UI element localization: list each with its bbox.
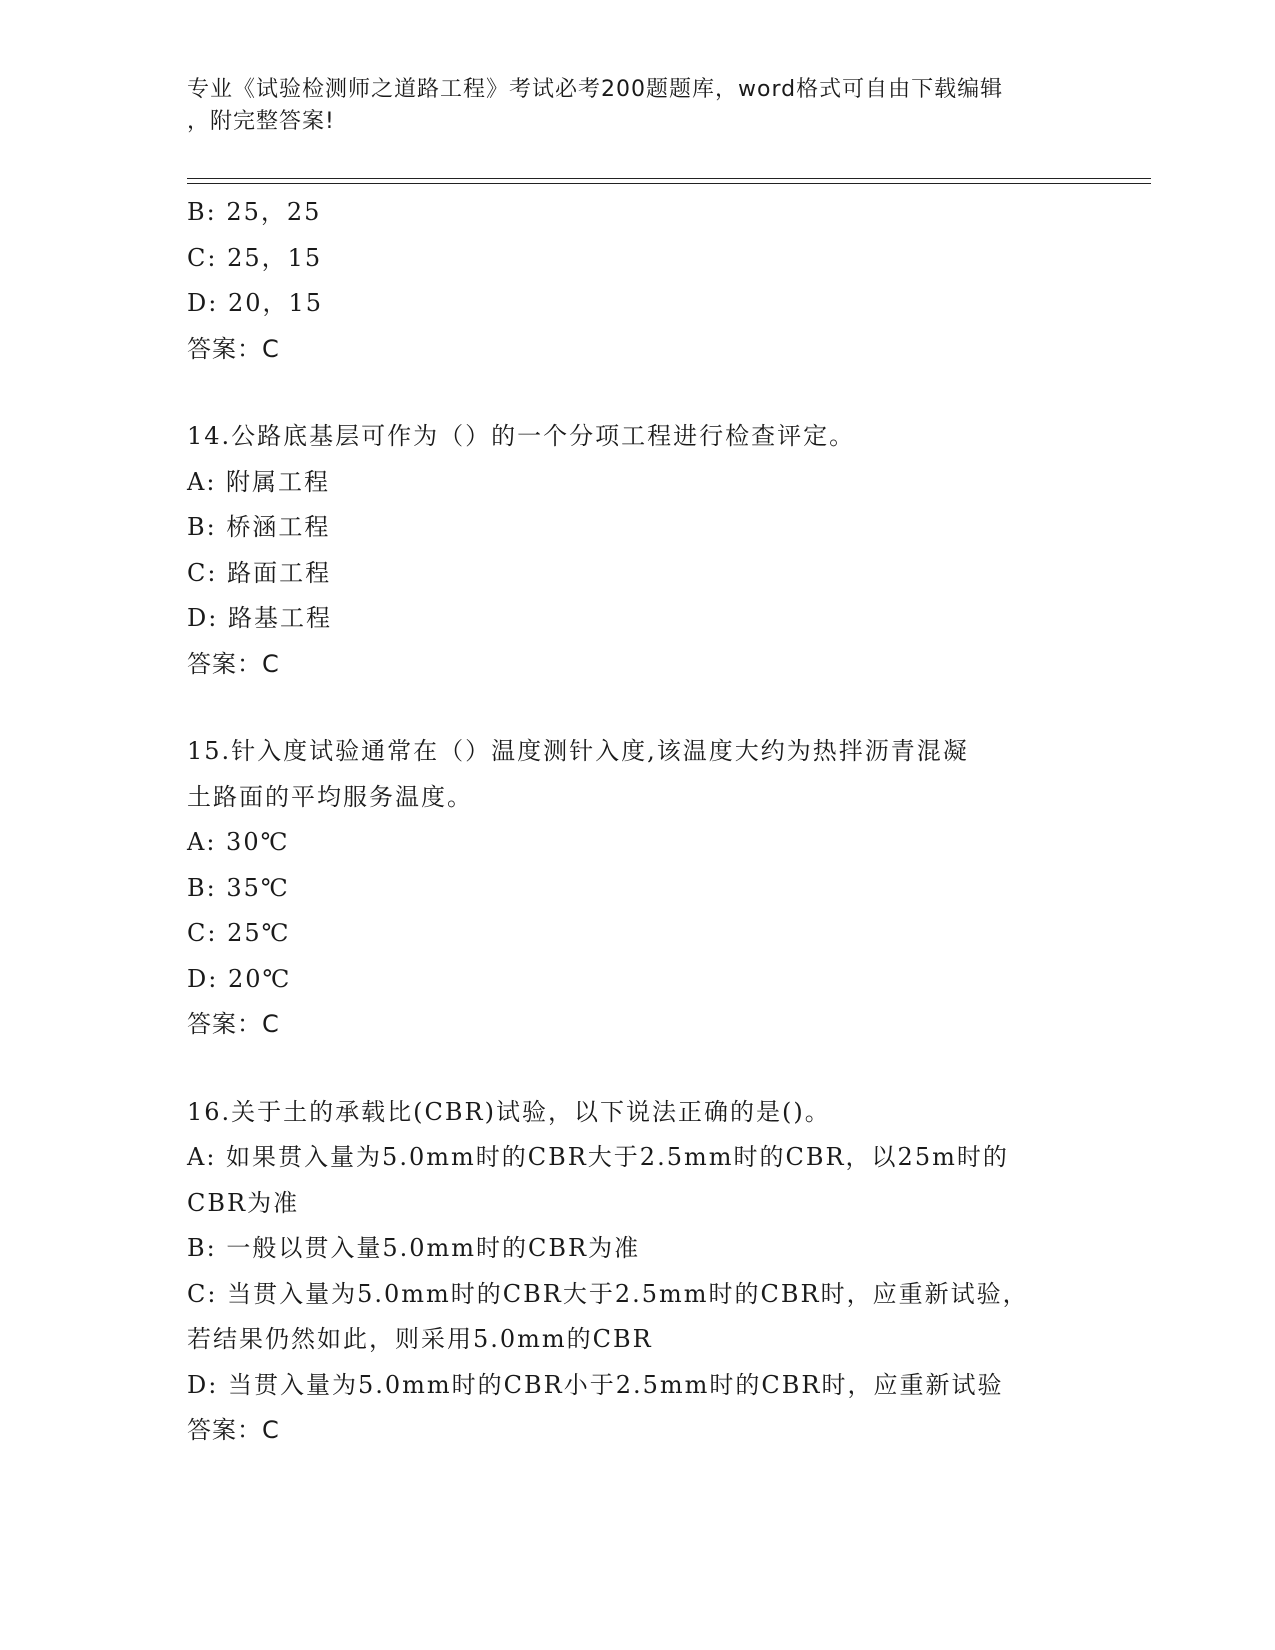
option-d: D: 当贯入量为5.0mm时的CBR小于2.5mm时的CBR时，应重新试验 <box>187 1370 1004 1399</box>
question-text-line2: 土路面的平均服务温度。 <box>187 782 473 811</box>
option-b: B: 桥涵工程 <box>187 513 331 541</box>
header-title-line2: ，附完整答案! <box>187 109 335 134</box>
option-c: C: 路面工程 <box>187 558 332 587</box>
option-b: B: 一般以贯入量5.0mm时的CBR为准 <box>187 1234 641 1262</box>
question-text: 14.公路底基层可作为（）的一个分项工程进行检查评定。 <box>187 422 856 450</box>
question-text: 16.关于土的承载比(CBR)试验，以下说法正确的是()。 <box>187 1097 831 1126</box>
option-a: A: 附属工程 <box>187 467 331 496</box>
question-list <box>187 190 1087 1454</box>
option-b: B: 25，25 <box>187 198 322 226</box>
option-b: B: 35℃ <box>187 873 290 902</box>
question-16 <box>187 1090 1087 1454</box>
answer: 答案：C <box>187 1010 280 1038</box>
question-13-tail <box>187 190 1087 372</box>
question-text-line1: 15.针入度试验通常在（）温度测针入度,该温度大约为热拌沥青混凝 <box>187 737 969 765</box>
question-14 <box>187 414 1087 687</box>
option-a-line1: A: 如果贯入量为5.0mm时的CBR大于2.5mm时的CBR，以25m时的 <box>187 1143 1009 1171</box>
header-rule-top <box>187 178 1151 179</box>
option-a-line2: CBR为准 <box>187 1188 300 1217</box>
option-c: C: 25，15 <box>187 243 323 272</box>
option-a: A: 30℃ <box>187 828 290 856</box>
option-c: C: 25℃ <box>187 919 291 947</box>
answer: 答案：C <box>187 334 280 363</box>
page-header <box>187 74 1067 138</box>
option-c-line2: 若结果仍然如此，则采用5.0mm的CBR <box>187 1325 653 1353</box>
option-d: D: 20℃ <box>187 964 292 993</box>
option-d: D: 路基工程 <box>187 604 332 632</box>
answer: 答案：C <box>187 649 280 678</box>
option-c-line1: C: 当贯入量为5.0mm时的CBR大于2.5mm时的CBR时，应重新试验， <box>187 1279 1029 1308</box>
header-rule-bottom <box>187 183 1151 184</box>
answer: 答案：C <box>187 1416 280 1444</box>
option-d: D: 20，15 <box>187 289 324 317</box>
header-title-line1: 专业《试验检测师之道路工程》考试必考200题题库，word格式可自由下载编辑 <box>187 77 1004 102</box>
question-15 <box>187 729 1087 1048</box>
